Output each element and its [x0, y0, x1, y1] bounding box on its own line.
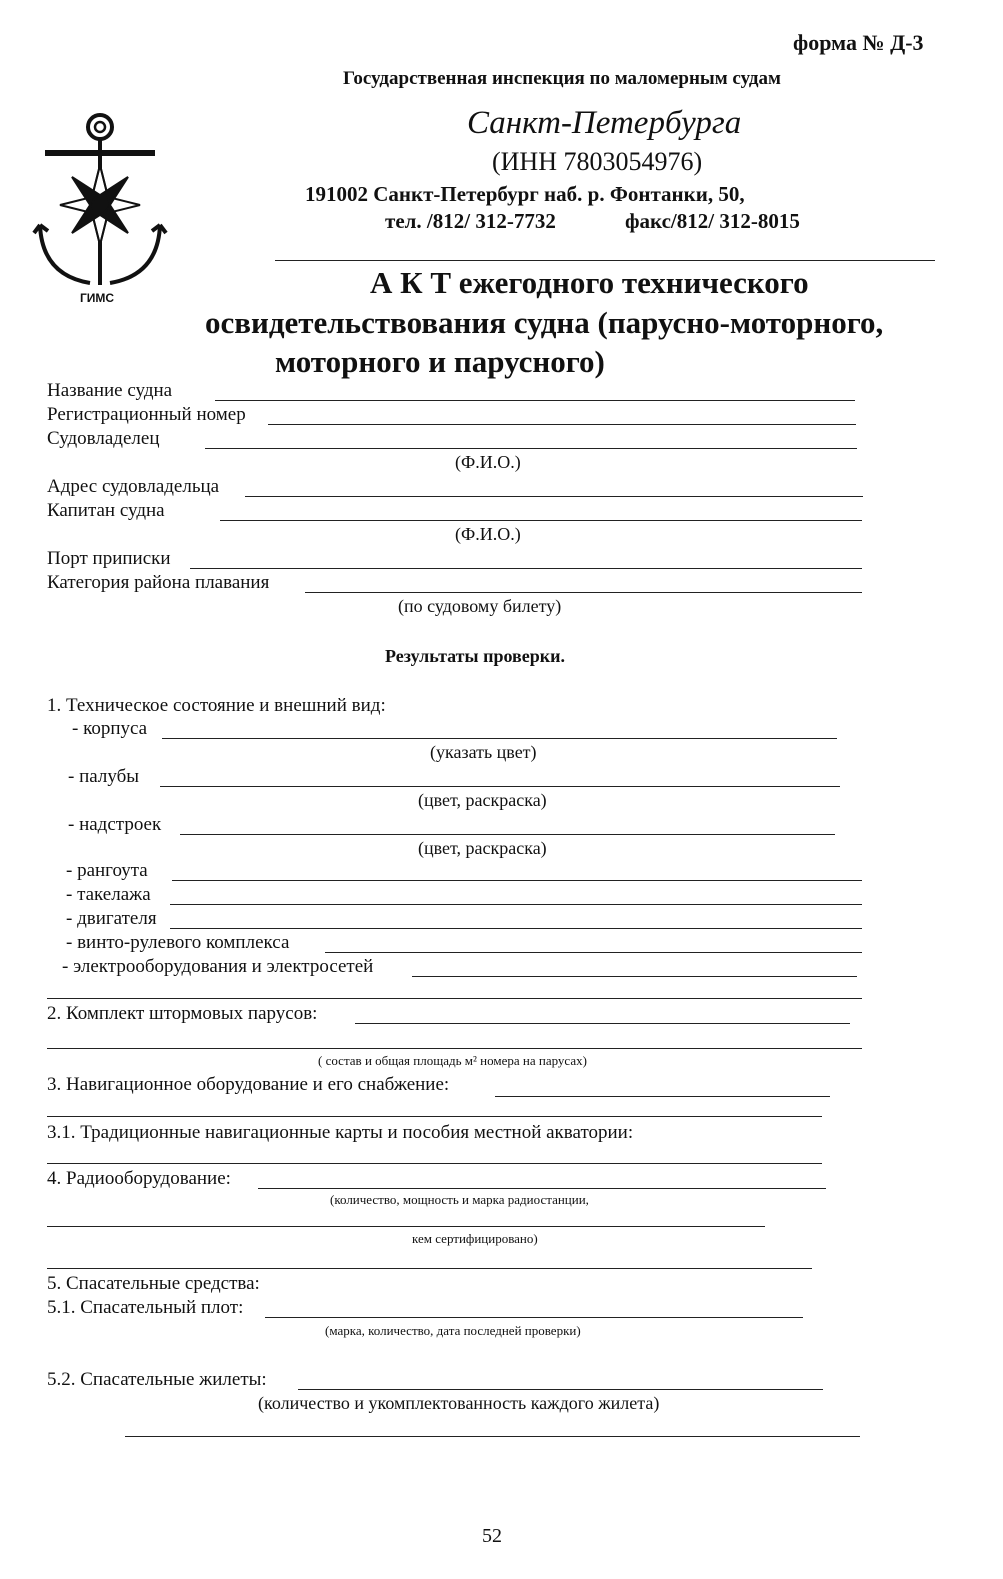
phone: тел. /812/ 312-7732 — [385, 209, 556, 233]
section-5-1-label: 5.1. Спасательный плот: — [47, 1297, 244, 1318]
label-engine: - двигателя — [66, 908, 157, 929]
label-vessel-name: Название судна — [47, 380, 173, 401]
section-4-label: 4. Радиооборудование: — [47, 1168, 231, 1189]
header-divider — [275, 260, 935, 261]
hint-superstructure: (цвет, раскраска) — [418, 838, 547, 858]
field-engine[interactable] — [170, 928, 862, 929]
hint-owner-fio: (Ф.И.О.) — [455, 452, 521, 472]
label-deck: - палубы — [68, 766, 140, 787]
section-3-1-label: 3.1. Традиционные навигационные карты и пособия местной акватории: — [47, 1122, 634, 1143]
hint-life-raft: (марка, количество, дата последней проверки) — [325, 1323, 581, 1338]
label-hull: - корпуса — [72, 718, 148, 739]
field-storm-sails-extra[interactable] — [47, 1048, 862, 1049]
hint-storm-sails: ( состав и общая площадь м² номера на парусах) — [318, 1053, 587, 1068]
label-superstructure: - надстроек — [68, 814, 162, 835]
label-owner: Судовладелец — [47, 428, 160, 449]
field-spars[interactable] — [172, 880, 862, 881]
field-owner-address[interactable] — [245, 496, 863, 497]
field-owner[interactable] — [205, 448, 857, 449]
hint-deck: (цвет, раскраска) — [418, 790, 547, 810]
field-life-raft[interactable] — [265, 1317, 803, 1318]
field-propulsion-steering[interactable] — [325, 952, 862, 953]
field-superstructure[interactable] — [180, 834, 835, 835]
inn: (ИНН 7803054976) — [492, 147, 703, 176]
field-radio[interactable] — [258, 1188, 826, 1189]
title-line-1: А К Т ежегодного технического — [370, 265, 809, 300]
city-name: Санкт-Петербурга — [467, 105, 742, 141]
section-5-label: 5. Спасательные средства: — [47, 1273, 260, 1294]
address: 191002 Санкт-Петербург наб. р. Фонтанки, 50, — [305, 182, 745, 206]
field-electrical-extra[interactable] — [47, 998, 862, 999]
fax: факс/812/ 312-8015 — [625, 209, 800, 233]
field-vessel-name[interactable] — [215, 400, 855, 401]
field-port[interactable] — [190, 568, 862, 569]
hint-hull: (указать цвет) — [430, 742, 537, 762]
label-owner-address: Адрес судовладельца — [47, 476, 220, 497]
section-2-label: 2. Комплект штормовых парусов: — [47, 1003, 318, 1024]
label-navigation-category: Категория района плавания — [47, 572, 270, 593]
field-rigging[interactable] — [170, 904, 862, 905]
logo-text: ГИМС — [80, 291, 115, 305]
field-storm-sails[interactable] — [355, 1023, 850, 1024]
field-life-jackets-extra[interactable] — [125, 1436, 860, 1437]
page-number: 52 — [482, 1525, 502, 1547]
organization-name: Государственная инспекция по маломерным судам — [343, 68, 781, 89]
label-electrical: - электрооборудования и электросетей — [62, 956, 374, 977]
field-radio-extra-2[interactable] — [47, 1268, 812, 1269]
hint-category: (по судовому билету) — [398, 596, 562, 616]
gims-anchor-logo-icon — [30, 105, 170, 305]
field-life-jackets[interactable] — [298, 1389, 823, 1390]
label-captain: Капитан судна — [47, 500, 165, 521]
field-navigation-equipment-extra[interactable] — [47, 1116, 822, 1117]
title-line-2: освидетельствования судна (парусно-моторного, — [205, 305, 884, 340]
title-line-3: моторного и парусного) — [275, 344, 605, 379]
field-electrical[interactable] — [412, 976, 857, 977]
field-deck[interactable] — [160, 786, 840, 787]
section-3-label: 3. Навигационное оборудование и его снабжение: — [47, 1074, 450, 1095]
field-reg-number[interactable] — [268, 424, 856, 425]
label-spars: - рангоута — [66, 860, 148, 881]
field-charts[interactable] — [47, 1163, 822, 1164]
label-port: Порт приписки — [47, 548, 171, 569]
hint-radio-1: (количество, мощность и марка радиостанции, — [330, 1192, 589, 1207]
hint-radio-2: кем сертифицировано) — [412, 1231, 538, 1246]
section-1-label: 1. Техническое состояние и внешний вид: — [47, 695, 386, 716]
field-navigation-equipment[interactable] — [495, 1096, 830, 1097]
form-number: форма № Д-3 — [793, 30, 924, 55]
label-rigging: - такелажа — [66, 884, 151, 905]
section-5-2-label: 5.2. Спасательные жилеты: — [47, 1369, 267, 1390]
label-reg-number: Регистрационный номер — [47, 404, 246, 425]
field-navigation-category[interactable] — [305, 592, 862, 593]
hint-life-jackets: (количество и укомплектованность каждого жилета) — [258, 1393, 660, 1413]
field-hull[interactable] — [162, 738, 837, 739]
field-captain[interactable] — [220, 520, 862, 521]
label-propulsion-steering: - винто-рулевого комплекса — [66, 932, 290, 953]
results-heading: Результаты проверки. — [385, 646, 565, 666]
field-radio-extra[interactable] — [47, 1226, 765, 1227]
hint-captain-fio: (Ф.И.О.) — [455, 524, 521, 544]
